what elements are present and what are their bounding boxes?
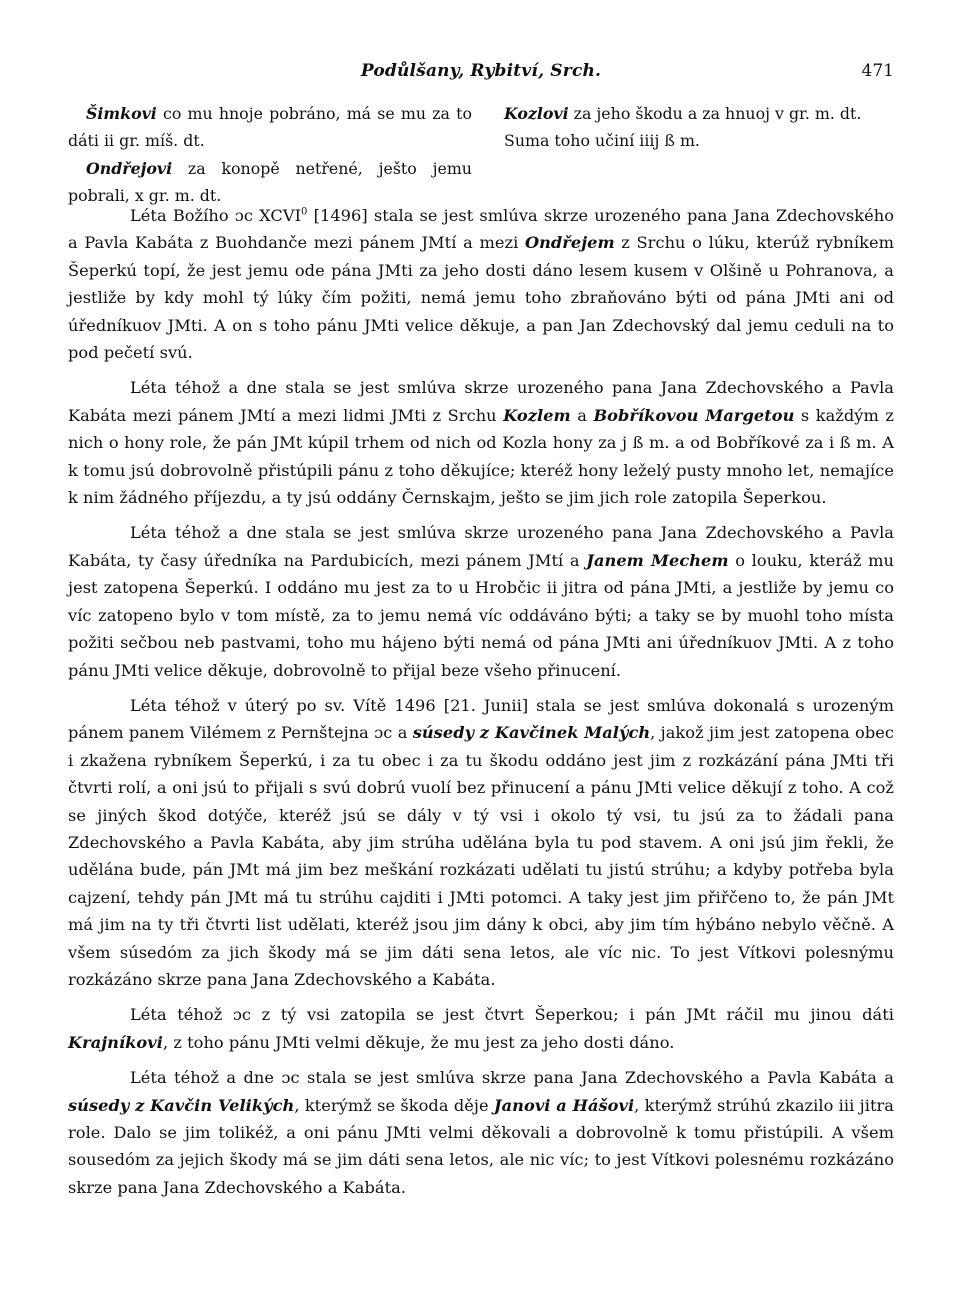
column-entry <box>486 127 894 154</box>
entry-text: za jeho škodu a za hnuoj v gr. m. dt. <box>568 104 862 123</box>
person-name: súsedy z Kavčin Velikých <box>68 1095 295 1115</box>
person-name: súsedy z Kavčinek Malých <box>412 723 651 743</box>
text-run: Léta téhož a dne ɔc stala se jest smlúva skrze pana Jana Zdechovského a Pavla Kabáta a <box>130 1068 894 1088</box>
person-name: Kozlem <box>503 405 571 425</box>
person-name: Janem Mechem <box>586 550 729 570</box>
paragraph <box>68 374 894 511</box>
paragraph <box>68 519 894 683</box>
left-column <box>68 100 472 210</box>
entry-name: Kozlovi <box>504 104 569 123</box>
entry-name: Šimkovi <box>86 104 157 123</box>
running-title: Podůlšany, Rybitví, Srch. <box>360 61 602 81</box>
text-run: Léta téhož a dne stala se jest smlúva skrze urozeného pana Jana Zdechovského a Pavla Kabáta, ty časy úředníka na Pardubicích, mezi pánem JMtí a <box>68 523 894 570</box>
entry-text: za konopě netřené, ješto jemu pobrali, x gr. m. dt. <box>68 158 472 206</box>
person-name: Bobříkovou Margetou <box>593 405 795 425</box>
text-run: a <box>570 405 594 425</box>
entry-text: Suma toho učiní iiij ß m. <box>504 131 700 151</box>
text-run: z Srchu o lúku, kterúž rybníkem Šeperkú topí, že jest jemu ode pána JMti za jeho dosti dáno lesem kusem v Olšině u Pohranova, a jestliže by kdy mohl tý lúky čím požiti, nemá jemu toho zbraňováno býti od pána JMti ani od úředníkuov JMti. A on s toho pánu JMti velice děkuje, a pan Jan Zdechovský dal jemu ceduli na to pod pečetí svú. <box>68 233 894 363</box>
text-run: [1496] stala se jest smlúva skrze urozeného pana Jana Zdechovského a Pavla Kabáta z Buohdanče mezi pánem JMtí a mezi <box>68 206 894 253</box>
entry-name: Ondřejovi <box>86 158 173 178</box>
superscript: 0 <box>301 206 308 218</box>
body-text <box>68 202 894 1201</box>
text-run: , z toho pánu JMti velmi děkuje, že mu jest za jeho dosti dáno. <box>162 1032 675 1052</box>
text-run: Léta téhož a dne stala se jest smlúva skrze urozeného pana Jana Zdechovského a Pavla Kabáta mezi pánem JMtí a mezi lidmi JMti z Srchu <box>68 378 894 425</box>
page-number: 471 <box>861 61 894 81</box>
text-run: , jakož jim jest zatopena obec i zkažena rybníkem Šeperkú, i za tu obec i za tu škodu oddáno jest jim z rozkázání pána JMti tři čtvrti rolí, a oni jsú to přijali s svú dobrú vuolí bez přinucení a pánu JMti velice děkují z toho. A což se jiných škod dotýče, kteréž jsú se dály v tý vsi i okolo tý vsi, tu jsú za to žádali pana Zdechovského a Pavla Kabáta, aby jim strúha udělána byla tu pod stavem. A oni jsú jim řekli, že udělána bude, pán JMt má jim bez meškání rozkázati udělati tu jistú strúhu; a kdyby potřeba byla cajzení, tehdy pán JMt má tu strúhu cajditi i JMti potomci. A taky jest jim přiřčeno to, že pán JMt má jim na ty tři čtvrti list udělati, kteréž jsou jim dány k obci, aby jim tím hýbáno nebylo věčně. A všem súsedóm za jich škody má se jim dáti sena letos, ale víc nic. To jest Vítkovi polesnýmu rozkázáno skrze pana Jana Zdechovského a Kabáta. <box>68 723 894 989</box>
two-column-entries <box>68 100 894 206</box>
person-name: Janovi a Hášovi <box>493 1095 635 1115</box>
paragraph <box>68 1064 894 1201</box>
person-name: Ondřejem <box>524 233 615 253</box>
text-run: , kterýmž strúhú zkazilo iii jitra role. Dalo se jim tolikéž, a oni pánu JMti velmi děkovali a dobrovolně k tomu přistúpili. A všem sousedóm za jejich škody má se jim dáti sena letos, ale nic víc; to jest Vítkovi polesnému rozkázáno skrze pana Jana Zdechovského a Kabáta. <box>68 1095 895 1197</box>
text-run: Léta Božího ɔc XCVI <box>130 206 302 225</box>
text-run: s každým z nich o hony role, že pán JMt kúpil trhem od nich od Kozla hony za j ß m. a od Bobříkové za i ß m. A k tomu jsú dobrovolně přistúpili pánu z toho děkujíce; kteréž hony leželý pusty mnoho let, nemajíce k nim žádného příjezdu, a ty jsú oddány Černskajm, ješto se jim jich role zatopila Šeperkou. <box>68 405 894 508</box>
text-run: , kterýmž se škoda děje <box>294 1095 494 1115</box>
page-header <box>68 58 894 88</box>
text-run: Léta téhož v úterý po sv. Vítě 1496 [21. Junii] stala se jest smlúva dokonalá s urozeným pánem panem Vilémem z Pernštejna ɔc a <box>68 695 894 743</box>
paragraph <box>68 692 894 993</box>
paragraph <box>68 1001 894 1056</box>
text-run: Léta téhož ɔc z tý vsi zatopila se jest čtvrt Šeperkou; i pán JMt ráčil mu jinou dáti <box>130 1005 894 1025</box>
person-name: Krajníkovi <box>68 1032 163 1052</box>
right-column <box>486 100 894 155</box>
column-entry <box>486 100 894 127</box>
text-run: o louku, kteráž mu jest zatopena Šeperkú. I oddáno mu jest za to u Hrobčic ii jitra od pána JMti, a jestliže by jemu co víc zatopeno bylo v tom místě, za to jemu nemá víc oddáváno býti; a taky se by muohl toho místa požiti sečbou neb pastvami, toho mu hájeno býti nemá od pána JMti ani úředníkuov JMti. A z toho pánu JMti velice děkuje, dobrovolně to přijal beze všeho přinucení. <box>68 550 894 680</box>
paragraph <box>68 202 894 366</box>
column-entry <box>68 100 472 155</box>
entry-text: co mu hnoje pobráno, má se mu za to dáti ii gr. míš. dt. <box>68 104 472 151</box>
